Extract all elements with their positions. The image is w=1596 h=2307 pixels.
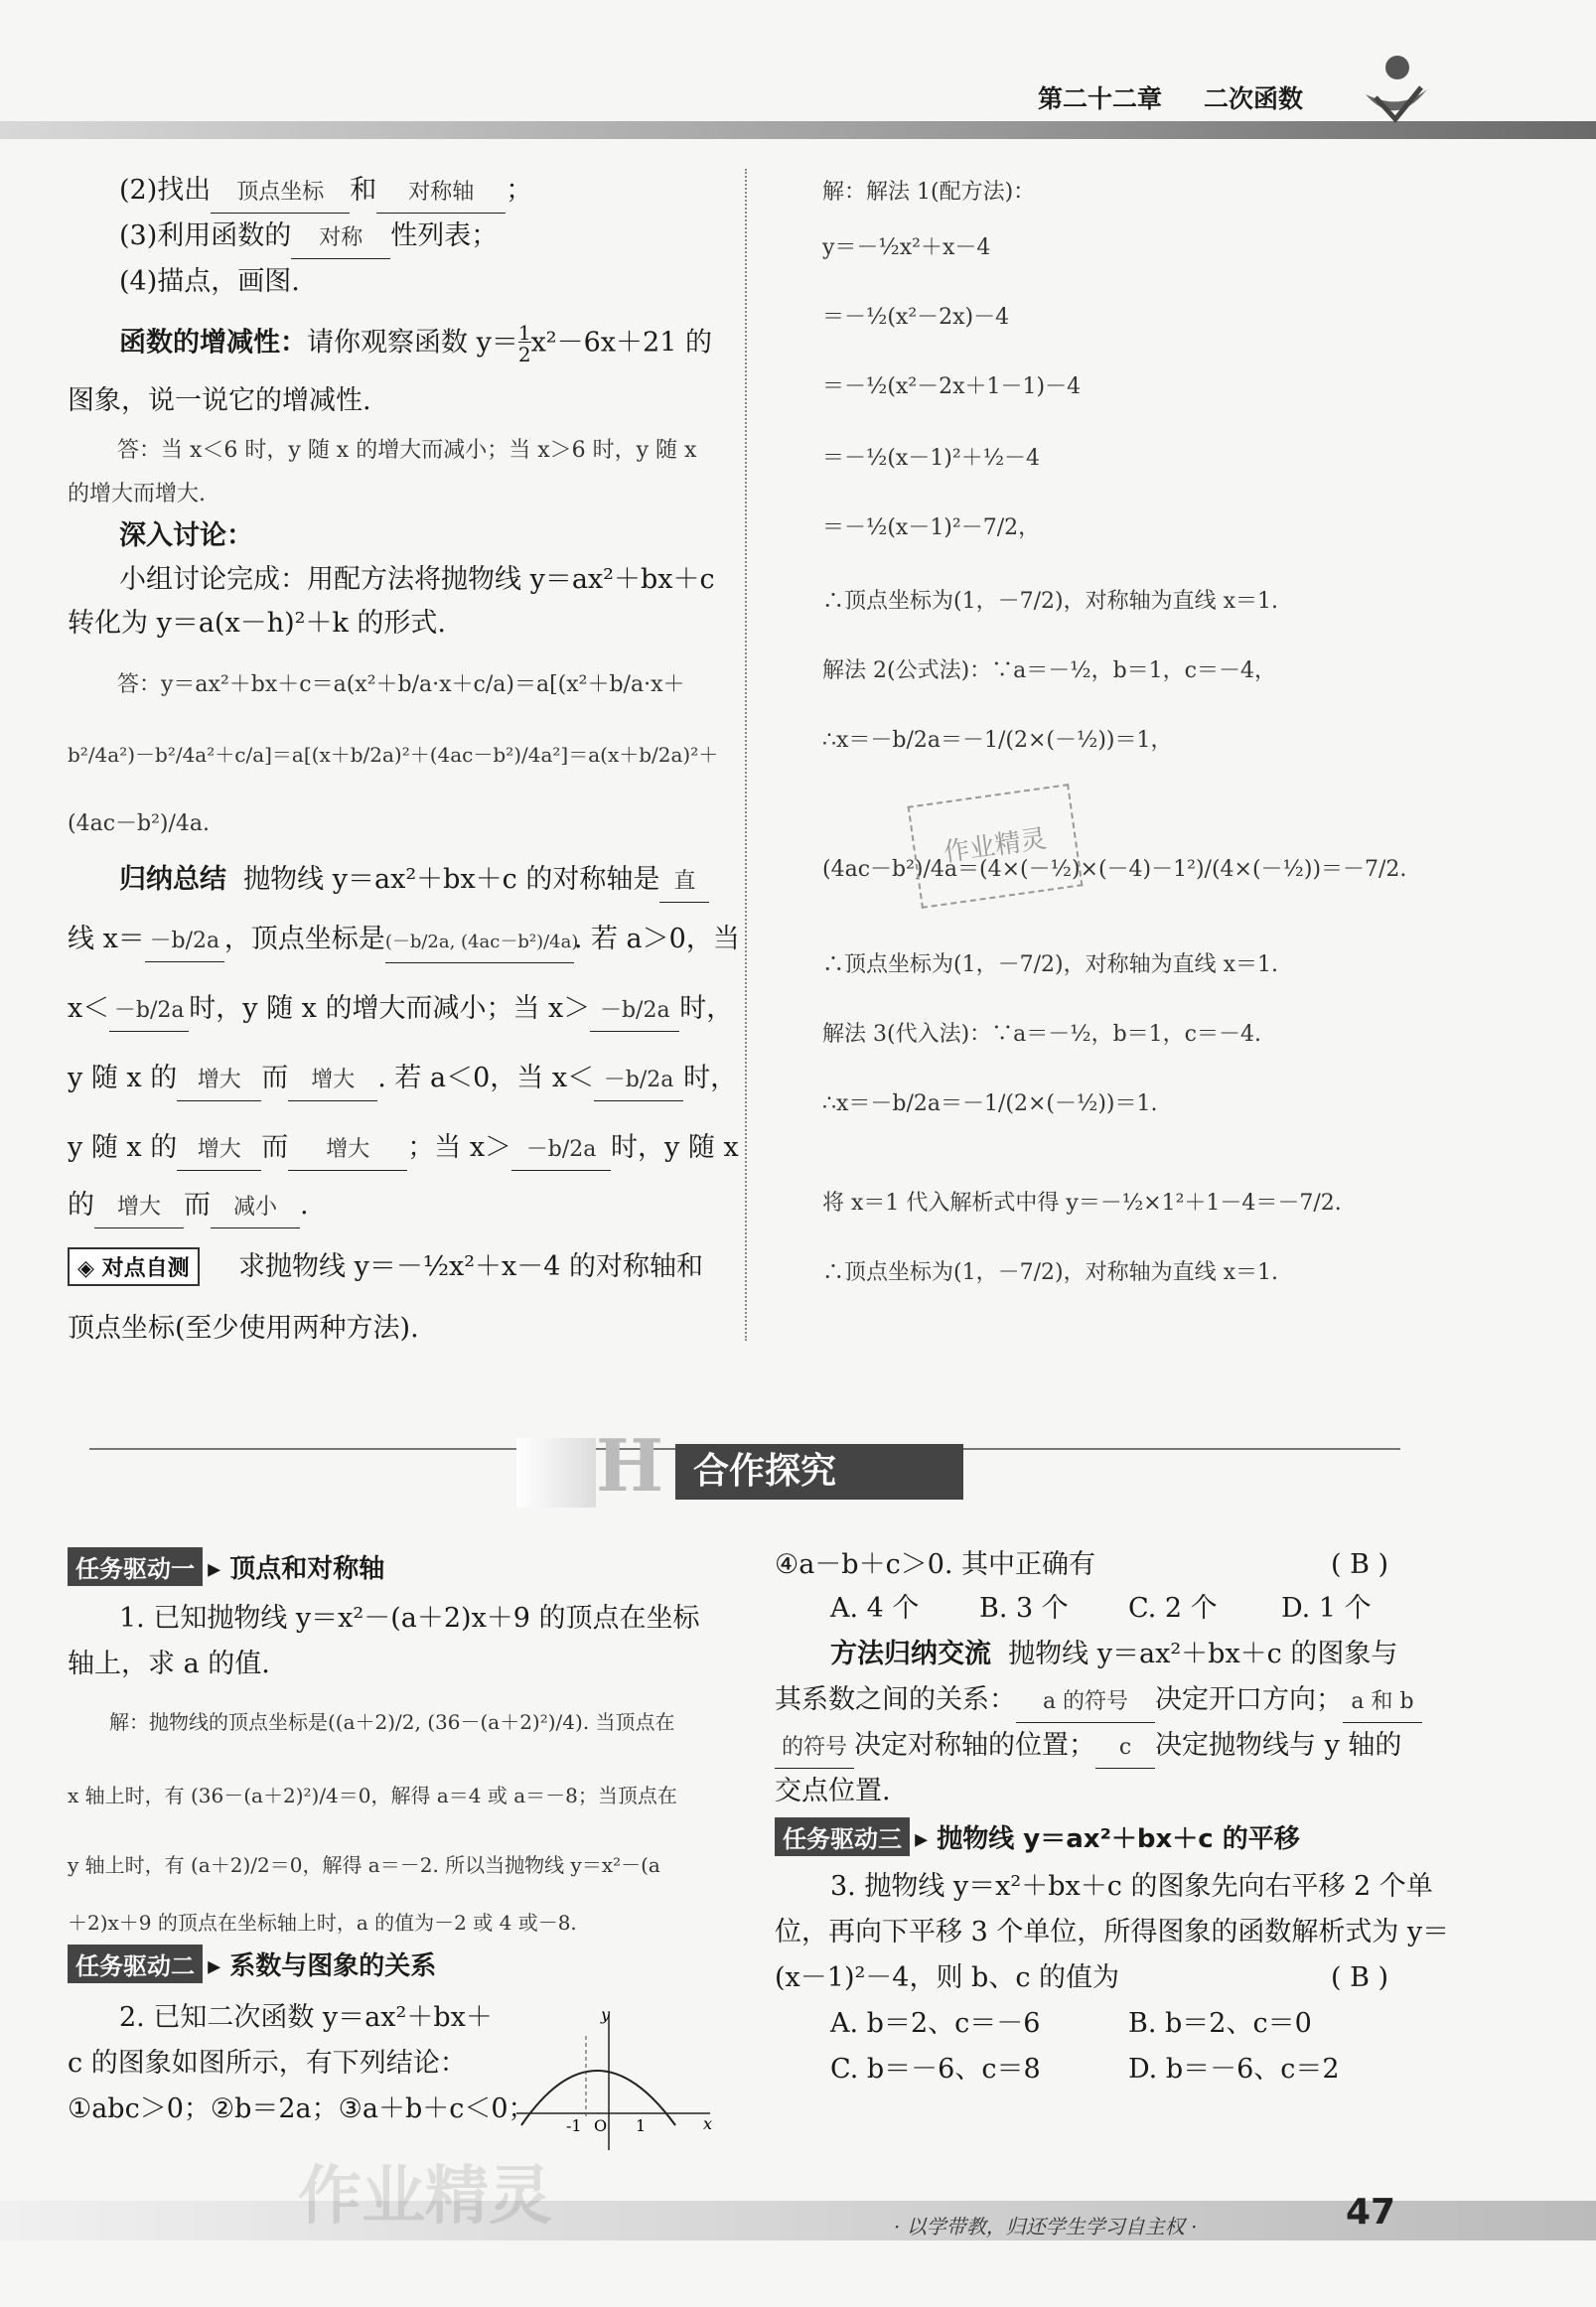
selftest-question-2: 顶点坐标(至少使用两种方法). — [68, 1313, 419, 1344]
solution-line-7: 解法 2(公式法)：∵a＝－½，b＝1，c＝－4， — [822, 658, 1276, 683]
q2-answer: ( B ) — [1331, 1549, 1389, 1580]
page-number: 47 — [1345, 2192, 1396, 2233]
task3-question-2: 位，再向下平移 3 个单位，所得图象的函数解析式为 y＝ — [775, 1917, 1450, 1947]
selftest-question-1: 求抛物线 y＝－½x²＋x－4 的对称轴和 — [238, 1251, 704, 1282]
deep-discussion-label: 深入讨论： — [119, 520, 253, 551]
task1-answer-2: x 轴上时，有 (36－(a＋2)²)/4＝0，解得 a＝4 或 a＝－8；当顶点在 — [68, 1784, 677, 1807]
deep-answer-2: b²/4a²)－b²/4a²＋c/a]＝a[(x＋b/2a)²＋(4ac－b²)/4a²]＝a(x＋b/2a)²＋ — [68, 743, 719, 767]
solution-line-11: 解法 3(代入法)：∵a＝－½，b＝1，c＝－4. — [822, 1022, 1261, 1047]
section-title: 合作探究 — [675, 1444, 963, 1500]
footer-watermark: 作业精灵 — [298, 2160, 552, 2234]
solution-line-5: ＝－½(x－1)²－7/2， — [822, 515, 1041, 540]
solution-line-10: ∴顶点坐标为(1，－7/2)，对称轴为直线 x＝1. — [822, 952, 1278, 977]
solution-line-2: ＝－½(x²－2x)－4 — [822, 305, 1010, 330]
method-line-2: 其系数之间的关系： a 的符号 决定开口方向； a 和 b — [775, 1680, 1422, 1723]
deep-answer-3: (4ac－b²)/4a. — [68, 811, 211, 836]
task3-answer: ( B ) — [1331, 1962, 1389, 1993]
monotonicity-question: 函数的增减性：请你观察函数 $y=\frac{1}{2}x^2-6x+21$ 的 — [119, 321, 712, 366]
task2-question-1: 2. 已知二次函数 y＝ax²＋bx＋ — [119, 2002, 493, 2033]
solution-line-14: ∴顶点坐标为(1，－7/2)，对称轴为直线 x＝1. — [822, 1260, 1278, 1285]
method-line-3: 的符号 决定对称轴的位置； c 决定抛物线与 y 轴的 — [775, 1726, 1401, 1769]
summary-line-1: 归纳总结 抛物线 y＝ax²＋bx＋c 的对称轴是 直 — [119, 860, 709, 903]
solution-line-0: 解：解法 1(配方法)： — [822, 180, 1036, 205]
chapter-title: 二次函数 — [1204, 84, 1304, 113]
task3-option-a: A. b＝2、c＝－6 — [830, 2008, 1041, 2039]
solution-line-1: y＝－½x²＋x－4 — [822, 235, 991, 260]
solution-line-12: ∴x＝－b/2a＝－1/(2×(－½))＝1. — [822, 1091, 1158, 1116]
task2-question-3: ①abc＞0；②b＝2a；③a＋b＋c＜0； — [68, 2093, 535, 2124]
solution-line-13: 将 x＝1 代入解析式中得 y＝－½×1²＋1－4＝－7/2. — [822, 1191, 1342, 1216]
task3-option-c: C. b＝－6、c＝8 — [830, 2054, 1041, 2085]
solution-line-8: ∴x＝－b/2a＝－1/(2×(－½))＝1， — [822, 728, 1173, 753]
task1-question-2: 轴上，求 a 的值. — [68, 1649, 270, 1679]
section-fade — [516, 1438, 596, 1508]
task1-question-1: 1. 已知抛物线 y＝x²－(a＋2)x＋9 的顶点在坐标 — [119, 1603, 700, 1634]
task3-option-d: D. b＝－6、c＝2 — [1128, 2054, 1340, 2085]
monotonicity-question-cont: 图象，说一说它的增减性. — [68, 385, 371, 416]
task1-header: 任务驱动一 ▸ 顶点和对称轴 — [68, 1547, 384, 1586]
solution-line-3: ＝－½(x²－2x＋1－1)－4 — [822, 374, 1082, 399]
task3-option-b: B. b＝2、c＝0 — [1128, 2008, 1312, 2039]
q2-option-d: D. 1 个 — [1281, 1593, 1372, 1624]
graph-origin: O — [594, 2116, 608, 2135]
solution-line-4: ＝－½(x－1)²＋½－4 — [822, 446, 1041, 471]
solution-line-6: ∴顶点坐标为(1，－7/2)，对称轴为直线 x＝1. — [822, 589, 1278, 614]
method-line-1: 方法归纳交流 抛物线 y＝ax²＋bx＋c 的图象与 — [830, 1639, 1398, 1669]
task1-answer-4: ＋2)x＋9 的顶点在坐标轴上时，a 的值为－2 或 4 或－8. — [68, 1911, 577, 1935]
logo-icon — [1356, 50, 1435, 129]
chapter-label: 第二十二章 — [1038, 84, 1163, 113]
summary-line-6: 的 增大 而 减小 . — [68, 1186, 309, 1228]
task1-answer-1: 解：抛物线的顶点坐标是((a＋2)/2, (36－(a＋2)²)/4). 当顶点在 — [109, 1710, 675, 1734]
step4-line: (4)描点，画图. — [119, 266, 300, 297]
stamp-watermark: 作业精灵 — [908, 784, 1084, 909]
summary-line-2: 线 x＝ －b/2a ，顶点坐标是(－b/2a, (4ac－b²)/4a). 若 a＞0，当 — [68, 920, 740, 963]
task3-question-3: (x－1)²－4，则 b、c 的值为 — [775, 1962, 1120, 1993]
selftest-tag: ◈ 对点自测 — [68, 1247, 200, 1286]
task2-header: 任务驱动二 ▸ 系数与图象的关系 — [68, 1945, 436, 1983]
section-letter: H — [596, 1423, 664, 1508]
parabola-graph — [507, 2006, 720, 2155]
graph-tick-minus1: -1 — [566, 2116, 582, 2135]
task2-question-2: c 的图象如图所示，有下列结论： — [68, 2048, 467, 2079]
task3-question-1: 3. 抛物线 y＝x²＋bx＋c 的图象先向右平移 2 个单 — [830, 1871, 1433, 1902]
graph-y-label: y — [601, 2006, 611, 2024]
task3-header: 任务驱动三 ▸ 抛物线 y＝ax²＋bx＋c 的平移 — [775, 1817, 1300, 1856]
deep-answer-1: 答：y＝ax²＋bx＋c＝a(x²＋b/a·x＋c/a)＝a[(x²＋b/a·x＋ — [117, 672, 685, 697]
graph-x-label: x — [703, 2114, 713, 2133]
deep-question-2: 转化为 y＝a(x－h)²＋k 的形式. — [68, 608, 446, 639]
q2-statement-4: ④a－b＋c＞0. 其中正确有 — [775, 1549, 1096, 1580]
monotonicity-answer-2: 的增大而增大. — [68, 482, 206, 506]
graph-tick-1: 1 — [636, 2116, 647, 2135]
q2-option-a: A. 4 个 — [830, 1593, 920, 1624]
q2-option-c: C. 2 个 — [1128, 1593, 1218, 1624]
solution-line-9: (4ac－b²)/4a＝(4×(－½)×(－4)－1²)/(4×(－½))＝－7/2. — [822, 857, 1407, 882]
column-divider — [745, 169, 747, 1341]
footer-slogan: · 以学带教，归还学生学习自主权 · — [894, 2215, 1198, 2238]
summary-line-4: y 随 x 的 增大 而 增大 . 若 a＜0，当 x＜ －b/2a 时， — [68, 1059, 737, 1101]
q2-option-b: B. 3 个 — [979, 1593, 1069, 1624]
step2-line: (2)找出 顶点坐标 和 对称轴 ； — [119, 171, 532, 214]
deep-question-1: 小组讨论完成：用配方法将抛物线 y＝ax²＋bx＋c — [119, 564, 715, 595]
step3-line: (3)利用函数的 对称 性列表； — [119, 216, 498, 259]
summary-line-5: y 随 x 的 增大 而 增大 ；当 x＞ －b/2a 时，y 随 x — [68, 1128, 739, 1171]
method-line-4: 交点位置. — [775, 1776, 891, 1806]
summary-line-3: x＜ －b/2a 时，y 随 x 的增大而减小；当 x＞ －b/2a 时， — [68, 989, 733, 1032]
monotonicity-answer-1: 答：当 x＜6 时，y 随 x 的增大而减小；当 x＞6 时，y 随 x — [117, 438, 697, 463]
task1-answer-3: y 轴上时，有 (a＋2)/2＝0，解得 a＝－2. 所以当抛物线 y＝x²－(a — [68, 1853, 660, 1877]
